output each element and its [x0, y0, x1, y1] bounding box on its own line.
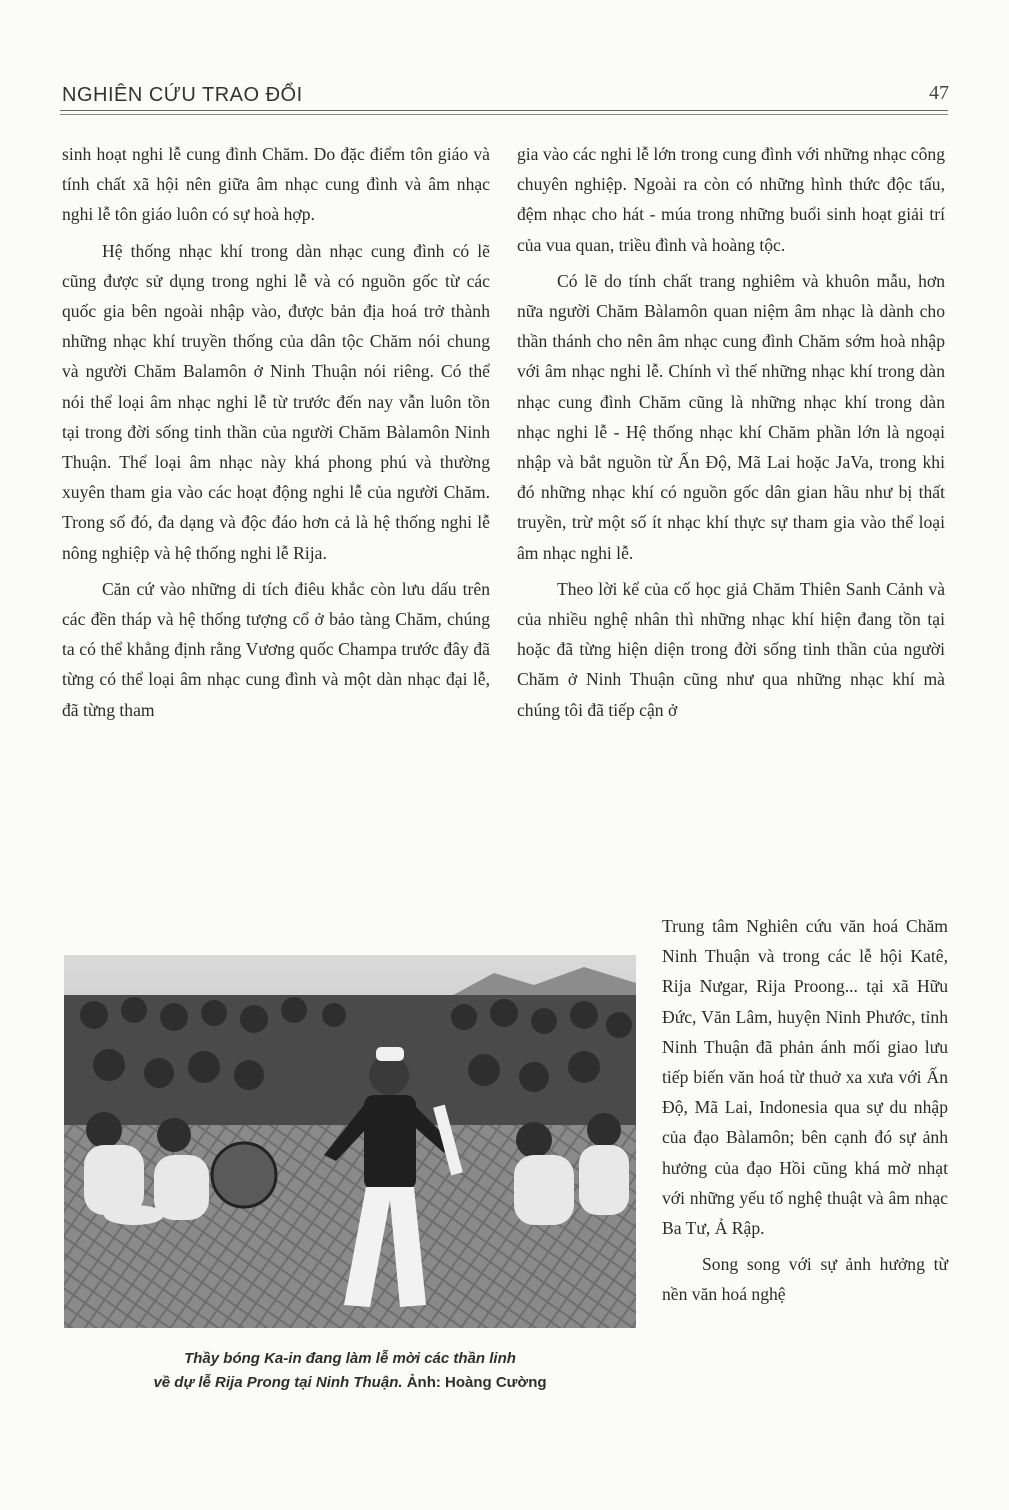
right-narrow-column	[662, 911, 948, 1316]
left-column	[62, 139, 490, 731]
right-paragraph-3: Theo lời kể của cố học giả Chăm Thiên Sanh Cảnh và của nhiều nghệ nhân thì những nhạc khí hiện đang tồn tại hoặc đã từng hiện diện trong đời sống tinh thần của người Chăm ở Ninh Thuận cũng như qua những nhạc khí mà chúng tôi đã tiếp cận ở	[517, 578, 945, 720]
right-paragraph-2: Có lẽ do tính chất trang nghiêm và khuôn mẫu, hơn nữa người Chăm Bàlamôn quan niệm âm nhạc là dành cho thần thánh cho nên âm nhạc cung đình Chăm sớm hoà nhập với âm nhạc nghi lễ. Chính vì thế những nhạc khí trong dàn nhạc cung đình Chăm cũng là những nhạc khí trong dàn nhạc nghi lễ - Hệ thống nhạc khí Chăm phần lớn là ngoại nhập và bắt nguồn từ Ấn Độ, Mã Lai hoặc JaVa, trong khi đó những nhạc khí có nguồn gốc dân gian hầu như bị thất truyền, trừ một số ít nhạc khí thực sự tham gia vào thể loại âm nhạc nghi lễ.	[517, 270, 945, 563]
caption-line-2	[64, 1371, 636, 1395]
photo-caption	[64, 1347, 636, 1395]
right-paragraph-1: gia vào các nghi lễ lớn trong cung đình với những nhạc công chuyên nghiệp. Ngoài ra còn có những hình thức độc tấu, đệm nhạc cho hát - múa trong những buổi sinh hoạt giải trí của vua quan, triều đình và hoàng tộc.	[517, 144, 945, 255]
photo-credit: Ảnh: Hoàng Cường	[406, 1374, 547, 1391]
header-rule-secondary	[60, 114, 948, 115]
ceremony-photo	[64, 955, 636, 1328]
page-number: 47	[929, 82, 949, 104]
left-paragraph-1: sinh hoạt nghi lễ cung đình Chăm. Do đặc điểm tôn giáo và tính chất xã hội nên giữa âm nhạc cung đình và âm nhạc nghi lễ tôn giáo luôn có sự hoà hợp.	[62, 144, 490, 225]
left-paragraph-3: Căn cứ vào những di tích điêu khắc còn lưu dấu trên các đền tháp và hệ thống tượng cổ ở bảo tàng Chăm, chúng ta có thể khẳng định rằng Vương quốc Champa trước đây đã từng có thể loại âm nhạc cung đình và một dàn nhạc đại lễ, đã từng tham	[62, 578, 490, 720]
running-header-title: NGHIÊN CỨU TRAO ĐỔI	[62, 84, 303, 106]
ceremony-photo-illustration	[64, 955, 636, 1328]
caption-line-1: Thầy bóng Ka-in đang làm lễ mời các thần linh	[184, 1350, 516, 1367]
left-paragraph-2: Hệ thống nhạc khí trong dàn nhạc cung đình có lẽ cũng được sử dụng trong nghi lễ và có nguồn gốc từ các quốc gia bên ngoài nhập vào, được bản địa hoá trở thành những nhạc khí truyền thống của dân tộc Chăm nói chung và người Chăm Balamôn ở Ninh Thuận nói riêng. Có thể nói thể loại âm nhạc nghi lễ từ trước đến nay vẫn luôn tồn tại trong đời sống tinh thần của người Chăm Bàlamôn Ninh Thuận. Thể loại âm nhạc này khá phong phú và thường xuyên tham gia vào các hoạt động nghi lễ của người Chăm. Trong số đó, đa dạng và độc đáo hơn cả là hệ thống nghi lễ nông nghiệp và hệ thống nghi lễ Rija.	[62, 240, 490, 563]
narrow-paragraph-2: Song song với sự ảnh hưởng từ nền văn hoá nghệ	[662, 1254, 948, 1305]
caption-line-2-text: về dự lễ Rija Prong tại Ninh Thuận.	[153, 1374, 403, 1391]
header-rule	[60, 110, 948, 111]
right-column	[517, 139, 945, 731]
narrow-paragraph-1: Trung tâm Nghiên cứu văn hoá Chăm Ninh Thuận và trong các lễ hội Katê, Rija Nưgar, Rija Proong... tại xã Hữu Đức, Văn Lâm, huyện Ninh Phước, tỉnh Ninh Thuận đã phản ánh mối giao lưu tiếp biến văn hoá từ thuở xa xưa với Ấn Độ, Mã Lai, Indonesia qua sự du nhập của đạo Bàlamôn; bên cạnh đó sự ảnh hưởng của đạo Hồi cũng khá mờ nhạt với những yếu tố nghệ thuật và âm nhạc Ba Tư, Ả Rập.	[662, 916, 948, 1239]
